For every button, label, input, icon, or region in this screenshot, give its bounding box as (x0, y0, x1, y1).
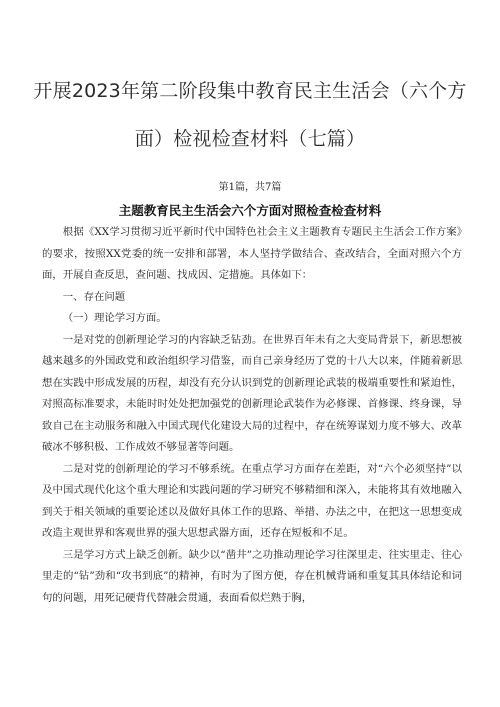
document-title-line-1: 开展2023年第二阶段集中教育民主生活会（六个方 (33, 80, 467, 102)
paragraph-section-problems: 一、存在问题 (62, 290, 126, 303)
paragraph-subsection-theory: （一）理论学习方面。 (62, 312, 167, 324)
paragraph-point-two: 二是对党的创新理论的学习不够系统。在重点学习方面存在差距，对“六个必须坚持”以及中国式现代化这个重大理论和实践问题的学习研究不够精细和深入，未能将其有效地融入到关于相关领域的重要论述以及做好具体工作的思路、举措、办法之中，在把这一思想变成改造主观世界和客观世界的强大思想武器方面，还存在短板和不足。 (42, 462, 462, 539)
document-body (42, 222, 462, 609)
paragraph-point-one: 一是对党的创新理论学习的内容缺乏钻劲。在世界百年未有之大变局背景下，新思想被越来越多的外国政党和政治组织学习借鉴，而自己亲身经历了党的十八大以来，伴随着新思想在实践中形成发展的历程，却没有充分认识到党的创新理论武装的极端重要性和紧迫性，对照高标准要求，未能时时处处把加强党的创新理论武装作为必修课、首修课、终身课，导致自己在主动服务和融入中国式现代化建设大局的过程中，存在统筹谋划力度不够大、改革破冰不够积极、工作成效不够显著等问题。 (42, 333, 462, 453)
page-counter: 第1篇，共7篇 (218, 182, 282, 193)
paragraph-point-three: 三是学习方式上缺乏创新。缺少以“凿井”之功推动理论学习往深里走、往实里走、往心里走的“钻”劲和“攻书到底”的精神，有时为了图方便，存在机械背诵和重复其具体结论和词句的问题，用死记硬背代替融会贯通，表面看似烂熟于胸， (42, 548, 462, 604)
paragraph-intro: 根据《XX学习贯彻习近平新时代中国特色社会主义主题教育专题民主生活会工作方案》的要求，按照XX党委的统一安排和部署，本人坚持学做结合、查改结合，全面对照六个方面，开展自查反思，查问题、找成因、定措施。具体如下： (42, 226, 462, 281)
document-title-line-2: 面）检视检查材料（七篇） (134, 128, 366, 150)
section-heading: 主题教育民主生活会六个方面对照检查检查材料 (118, 203, 382, 218)
